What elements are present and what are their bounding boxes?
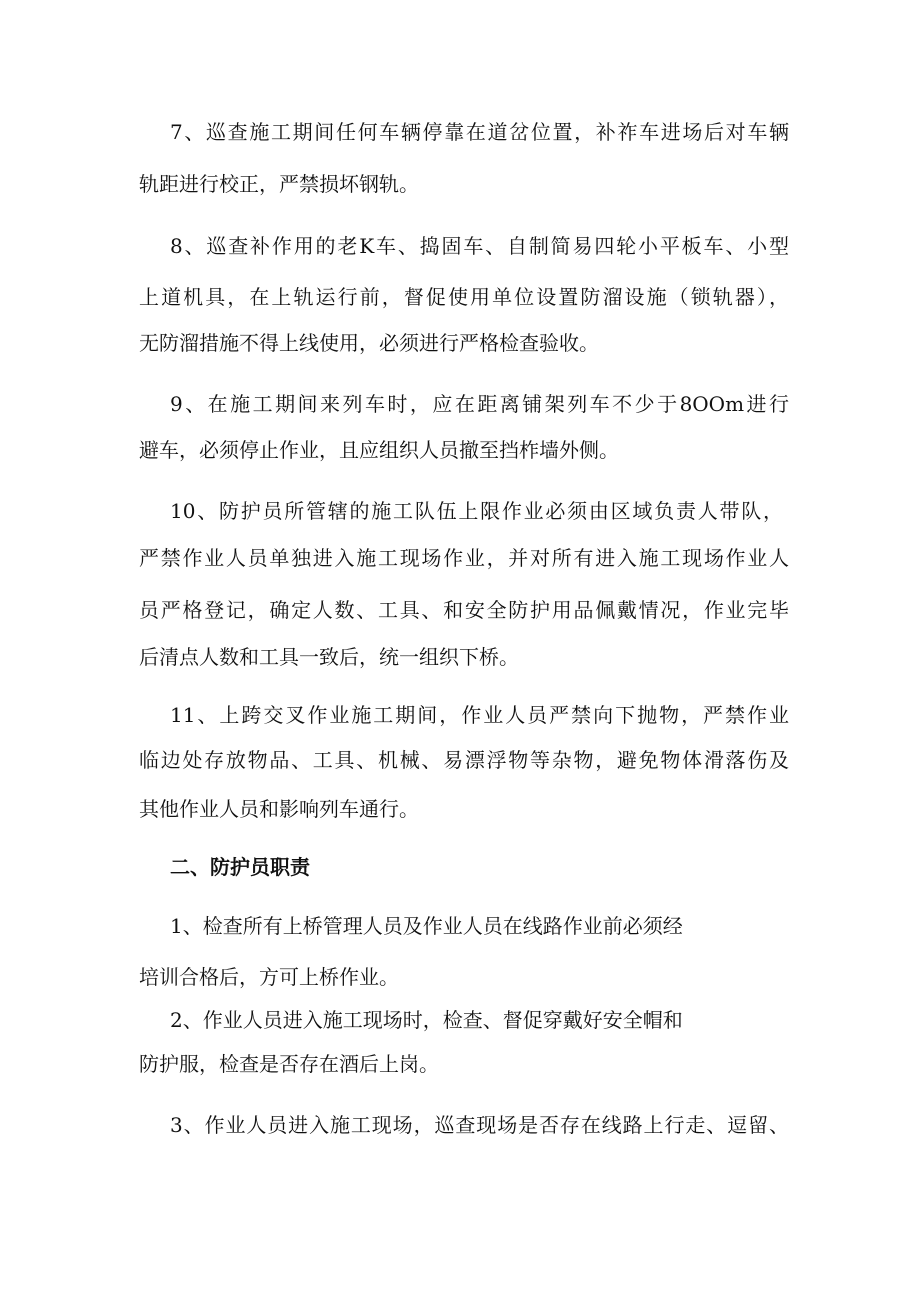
item-9-line-2: 避车，必须停止作业，且应组织人员撤至挡柞墙外侧。	[139, 438, 619, 462]
item-10-line-3: 员严格登记，确定人数、工具、和安全防护用品佩戴情况，作业完毕	[139, 598, 789, 622]
duty-3-line-1: 3、作业人员进入施工现场，巡查现场是否存在线路上行走、逗留、	[170, 1113, 789, 1137]
item-8-line-3: 无防溜措施不得上线使用，必须进行严格检查验收。	[139, 331, 599, 355]
item-8-line-2: 上道机具，在上轨运行前，督促使用单位设置防溜设施（锁轨器），	[139, 285, 789, 309]
item-11-line-2: 临边处存放物品、工具、机械、易漂浮物等杂物，避免物体滑落伤及	[139, 748, 789, 772]
item-10-line-4: 后清点人数和工具一致后，统一组织下桥。	[139, 645, 519, 669]
item-11-line-1: 11、上跨交叉作业施工期间，作业人员严禁向下抛物，严禁作业	[170, 703, 789, 727]
item-10-line-1: 10、防护员所管辖的施工队伍上限作业必须由区域负责人带队，	[170, 499, 783, 523]
item-7-line-2: 轨距进行校正，严禁损坏钢轨。	[139, 172, 419, 196]
duty-1-line-2: 培训合格后，方可上桥作业。	[139, 965, 399, 989]
item-8-line-1: 8、巡查补作用的老K车、捣固车、自制简易四轮小平板车、小型	[170, 234, 789, 258]
section-heading: 二、防护员职责	[170, 855, 310, 879]
item-10-line-2: 严禁作业人员单独进入施工现场作业，并对所有进入施工现场作业人	[139, 546, 789, 570]
item-7-line-1: 7、巡查施工期间任何车辆停靠在道岔位置，补祚车进场后对车辆	[170, 120, 789, 144]
duty-1-line-1: 1、检查所有上桥管理人员及作业人员在线路作业前必须经	[170, 914, 683, 938]
duty-2-line-2: 防护服，检查是否存在酒后上岗。	[139, 1052, 439, 1076]
item-11-line-3: 其他作业人员和影响列车通行。	[139, 797, 419, 821]
duty-2-line-1: 2、作业人员进入施工现场时，检查、督促穿戴好安全帽和	[170, 1008, 683, 1032]
item-9-line-1: 9、在施工期间来列车时，应在距离铺架列车不少于8OOm进行	[170, 392, 789, 416]
